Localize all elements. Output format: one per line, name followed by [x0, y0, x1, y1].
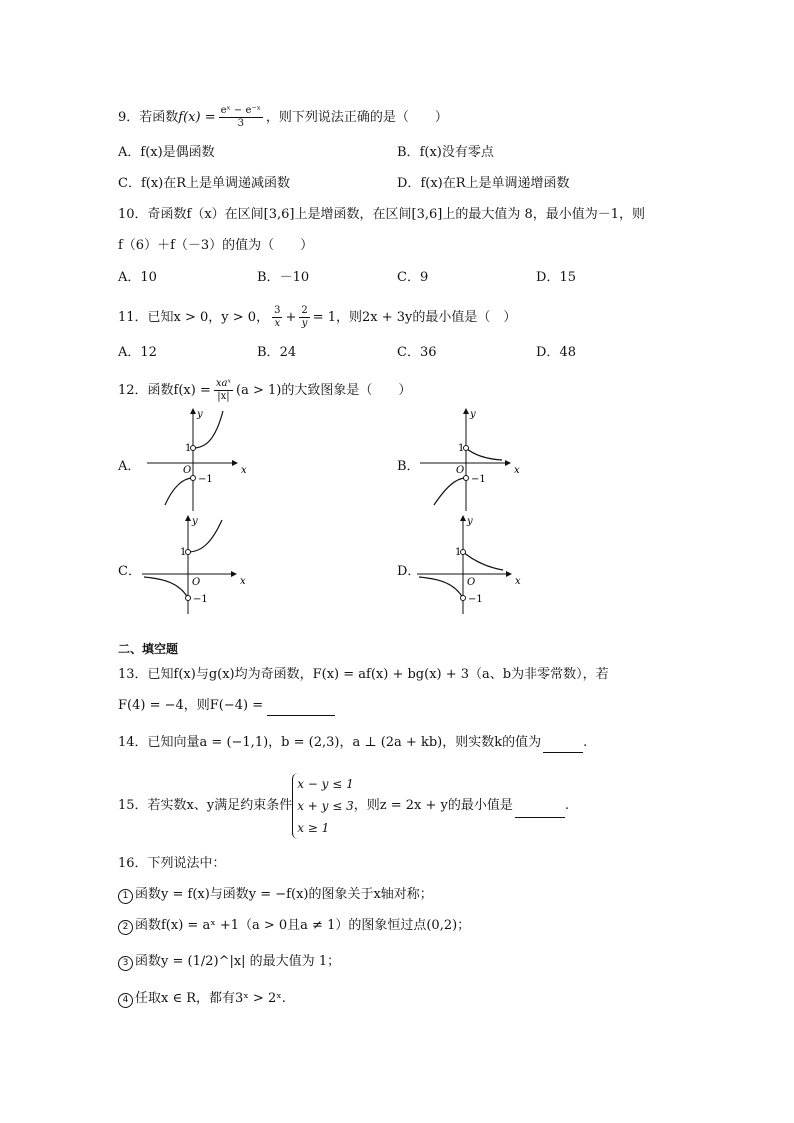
q10-option-b[interactable]: B．－10: [257, 270, 310, 285]
tick-pos-label: 1: [455, 547, 462, 558]
open-point-neg: [461, 596, 466, 601]
q12-stem: 12．函数f(x) = $\frac{\text{xaˣ}}{|x|}$ (a > 1)的大致图象是（ ）: [118, 378, 412, 402]
q12-label-b[interactable]: B．: [397, 459, 420, 474]
q12-fraction: $\frac{\text{xaˣ}}{|x|}$: [215, 378, 232, 402]
curve-left: [419, 577, 463, 598]
tick-neg-label: −1: [198, 474, 213, 485]
y-label: y: [467, 516, 473, 527]
tick-pos-label: 1: [185, 443, 192, 454]
origin-label: O: [456, 465, 465, 476]
q9-option-a[interactable]: A．f(x)是偶函数: [118, 145, 215, 160]
q9-tail: ，则下列说法正确的是（ ）: [265, 110, 448, 125]
q12-graph-b[interactable]: [418, 405, 523, 515]
q9-denominator: 3: [237, 118, 244, 129]
q12-graph-c[interactable]: [140, 512, 250, 617]
q13-stem-line1: 13．已知f(x)与g(x)均为奇函数，F(x) = af(x) + bg(x) + 3（a、b为非零常数），若: [118, 667, 609, 682]
curve-left: [165, 478, 193, 505]
q11-option-a[interactable]: A．12: [118, 345, 157, 360]
q13-stem-line2: F(4) = −4，则F(−4) =: [118, 697, 335, 716]
q12-label-c[interactable]: C．: [118, 564, 141, 579]
open-point-neg: [191, 476, 196, 481]
y-label: y: [192, 516, 198, 527]
section-title: 二、填空题: [118, 642, 179, 656]
q9-stem: [118, 105, 448, 130]
q9-number: 9．若函数: [118, 110, 179, 125]
q12-graph-a[interactable]: [145, 405, 250, 515]
q9-option-b[interactable]: B．f(x)没有零点: [397, 145, 494, 160]
origin-label: O: [183, 465, 192, 476]
q11-option-b[interactable]: B．24: [257, 345, 297, 360]
tick-neg-label: −1: [471, 474, 486, 485]
q15-constraint-system: x − y ≤ 1 x + y ≤ 3 x ≥ 1: [292, 773, 354, 839]
q16-item-4: 4 任取x ∈ R，都有3ˣ > 2ˣ.: [118, 990, 286, 1008]
q10-stem-line1: 10．奇函数f（x）在区间[3,6]上是增函数，在区间[3,6]上的最大值为 8，最小值为－1，则: [118, 207, 645, 222]
q12-label-d[interactable]: D．: [397, 564, 421, 579]
q10-option-c[interactable]: C．9: [397, 270, 429, 285]
q16-item-1: 1 函数y = f(x)与函数y = −f(x)的图象关于x轴对称；: [118, 886, 433, 904]
q11-stem: 11．已知x > 0，y > 0， $\frac{3}{x}$ + $\frac{2}{y}$ = 1，则2x + 3y的最小值是（ ）: [118, 305, 517, 329]
curve-left: [144, 577, 188, 598]
y-label: y: [197, 409, 203, 420]
curve-right: [463, 552, 503, 570]
y-label: y: [470, 409, 476, 420]
curve-right: [466, 448, 502, 460]
q15-stem: 15．若实数x、y满足约束条件 x − y ≤ 1 x + y ≤ 3 x ≥ 1 ，则z = 2x + y的最小值是 .: [118, 773, 569, 839]
q10-stem-line2: f（6）＋f（－3）的值为（ ）: [118, 238, 314, 253]
q11-fraction-2: $\frac{2}{y}$: [301, 305, 308, 329]
q15-answer-blank[interactable]: [515, 795, 565, 818]
q10-option-d[interactable]: D．15: [536, 270, 576, 285]
q10-option-a[interactable]: A．10: [118, 270, 157, 285]
q12-label-a[interactable]: A．: [118, 459, 141, 474]
x-label: x: [241, 465, 247, 476]
q9-fraction: [219, 105, 263, 130]
x-label: x: [514, 465, 520, 476]
q9-option-d[interactable]: D．f(x)在R上是单调递增函数: [397, 176, 570, 191]
q14-answer-blank[interactable]: [543, 734, 583, 753]
q13-answer-blank[interactable]: [267, 697, 335, 716]
open-point-neg: [186, 596, 191, 601]
q9-fx: f(x) =: [178, 110, 216, 125]
q9-option-c[interactable]: C．f(x)在R上是单调递减函数: [118, 176, 291, 191]
tick-pos-label: 1: [458, 443, 465, 454]
q11-option-c[interactable]: C．36: [397, 345, 437, 360]
q9-numerator: eˣ − e⁻ˣ: [220, 105, 261, 116]
q16-item-3: 3 函数y = (1/2)^|x| 的最大值为 1；: [118, 953, 340, 971]
x-label: x: [515, 576, 521, 587]
x-label: x: [240, 576, 246, 587]
q16-intro: 16．下列说法中：: [118, 856, 226, 871]
origin-label: O: [467, 577, 476, 588]
q11-fraction-1: $\frac{3}{x}$: [274, 305, 281, 329]
tick-neg-label: −1: [193, 594, 208, 605]
q14-stem: 14．已知向量a = (−1,1)，b = (2,3)，a ⊥ (2a + kb)，则实数k的值为 .: [118, 734, 587, 753]
tick-pos-label: 1: [180, 547, 187, 558]
tick-neg-label: −1: [468, 594, 483, 605]
q12-graph-d[interactable]: [415, 512, 525, 617]
q11-option-d[interactable]: D．48: [536, 345, 576, 360]
curve-left: [434, 478, 466, 505]
origin-label: O: [192, 577, 201, 588]
open-point-neg: [464, 476, 469, 481]
q16-item-2: 2 函数f(x) = aˣ +1（a > 0且a ≠ 1）的图象恒过点(0,2)；: [118, 917, 470, 935]
